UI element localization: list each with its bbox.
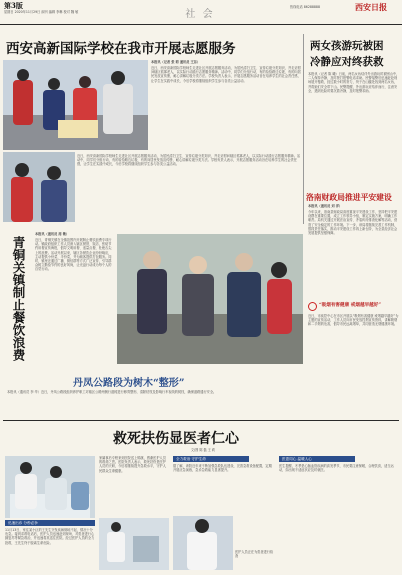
medical-photo [5,456,95,518]
right-top-body: 本报讯（记者 陈 曦）日前，两名女孩结伴外出游玩时被困山中，二人保持冷静，及时拨打报警电话求助。民警接警后迅速赶赴现场展开搜救，经过数小时的努力，终于在山腰处找到两名女孩，并将她们安全带下山。民警提醒，外出游玩应结伴而行，注意安全，遇到危险时要沉着冷静，及时报警求助。 [308,72,400,93]
feature-photo-graphic [117,234,303,364]
bottom-rule [3,420,399,421]
bottom-byline: 文/图 陈 磊 王 莉 [190,448,216,452]
lead-headline: 西安高新国际学校在我市开展志愿服务 [6,41,236,57]
feature-headline: 青铜关镇制止餐饮浪费 [11,236,26,361]
feature-byline: 本报讯（通讯员 周 敏） [35,232,70,236]
bottom-subhead-1: 迅速出诊 分秒必争 [5,520,95,526]
caption-body: 本报讯（通讯员 李 华）近日，丹凤公路段组织养护职工对辖区公路两侧行道树进行修剪整形，清除枯枝及影响行车视线的树枝，确保道路通行安全。 [7,390,217,394]
no-smoking-icon [308,302,317,311]
volunteer-photo [3,60,148,150]
bottom-body-3: 据了解，该院近年来不断加强急救队伍建设，完善急救设备配置，定期开展应急演练，急诊急救能力显著提升。 [173,464,272,473]
lead-byline: 本报讯（记者 张 莉 通讯员 王东） [151,60,201,64]
feature-photo [117,234,303,364]
page-number: 第3版 [4,1,23,10]
right-mid-byline: 本报讯（通讯员 刘 洋） [308,204,343,208]
lead-article [3,34,303,224]
hospital-photo [99,518,169,570]
bottom-headline: 救死扶伤显医者仁心 [113,431,239,447]
right-mid-body: 今年以来，洛南县财政局高度重视平安建设工作，坚持把平安建设摆在重要位置，成立工作领导小组，制定实施方案，明确工作职责。局机关通过开展法治宣传、矛盾纠纷排查化解等活动，营造了安全稳定的工作环境。下一步，该局将继续完善工作机制，狠抓责任落实，推动平安建设工作再上新台阶，为全县经济社会发展提供坚强保障。 [308,210,398,236]
caption-headline: 丹凤公路段为树木“整形” [73,378,185,389]
doctor-photo [173,516,233,570]
bottom-photo [5,456,95,518]
right-top-article [306,34,400,184]
right-low-article [306,300,400,418]
feature-body: 近日，青铜关镇在全镇范围内开展制止餐饮浪费专项行动。镇政府组织工作人员深入辖区餐馆、饭店，张贴节约用餐宣传海报，倡导文明用餐、适量点餐，杜绝舌尖上的浪费。活动开展以来，辖区各餐饮企业纷纷响应，主动提供小份菜、半份菜，并为顾客提供打包服务。同时，镇里还通过广播、微信群等方式广泛宣传，引导群众树立勤俭节约的良好风尚，让光盘行动成为每个人的自觉行动。 [35,238,112,272]
right-low-headline: “吸烟有害健康 戒烟越早越好” [319,303,382,308]
right-top-headline-1: 两女孩游玩被困 [310,40,384,52]
bottom-body-4: 医生提醒，冬季是心脑血管疾病的高发季节，市民要注意保暖，合理饮食，适当运动，如出现不适症状应及时就医。 [279,464,394,473]
center-caption-article [3,372,303,416]
students-photo [3,152,75,222]
bottom-subhead-2: 全力救治 守护生命 [173,456,249,462]
bottom-photo-3 [173,516,233,570]
section-title [140,2,260,18]
bottom-article [3,420,399,572]
section-label: 社 会 [185,9,215,20]
bottom-subhead-3: 医患同心 温暖人心 [279,456,355,462]
right-top-headline-2: 冷静应对终获救 [310,56,384,68]
column-divider [303,34,304,224]
brand-logo: 西安日报 [355,2,387,12]
lead-body-continued: 近日，西安高新国际学校师生走进社区开展志愿服务活动，为居民清扫卫生、宣传垃圾分类知识，并走访慰问辖区孤寡老人，以实际行动践行志愿服务精神。活动中，同学们分组行动，有的捡拾路边垃圾，有的向居民发放宣传册，耐心讲解垃圾分类方法。学校负责人表示，开展志愿服务活动旨在培养学生的社会责任感，让学生在实践中成长，今后学校将继续组织学生参与各类公益活动。 [77,154,301,167]
right-mid-headline: 洛南财政局推进平安建设 [306,193,392,202]
masthead-rule [0,24,402,25]
lead-body: 近日，西安高新国际学校师生走进社区开展志愿服务活动，为居民清扫卫生、宣传垃圾分类知识，并走访慰问辖区孤寡老人，以实际行动践行志愿服务精神。活动中，同学们分组行动，有的捡拾路边垃圾，有的向居民发放宣传册，耐心讲解垃圾分类方法。学校负责人表示，开展志愿服务活动旨在培养学生的社会责任感，让学生在实践中成长，今后学校将继续组织学生参与各类公益活动。 [151,66,301,83]
lead-photo-2 [3,152,75,222]
masthead [0,0,402,26]
bottom-photo-caption: 医护人员正在为患者进行检查 [235,550,274,559]
page-meta: 星期日 2020年11月29日 副刊 编辑 李琳 校对 魏 敏 [4,10,79,14]
bottom-body-1: 11月13日，家住某小区的王先生突发疾病倒地不起，情况十分危急。接到求救电话后，医护人员迅速赶到现场，对患者进行心肺复苏等紧急救治，并迅速将其送往医院。经过医护人员的全力抢救，王先生终于脱离生命危险。 [5,528,95,545]
right-mid-article [306,188,400,298]
hotline: 热线电话 86288888 [290,5,320,9]
lead-photo [3,60,148,150]
bottom-body-2: 家属事后专程来到医院送上锦旗，感谢医护人员的救命之恩。医院负责人表示，救死扶伤是医护人员的天职，今后将继续提升急救水平，守护人民群众生命健康。 [99,456,166,473]
feature-article [3,228,303,368]
right-low-body: 近日，市疾控中心在市区开展以“吸烟有害健康 戒烟越早越好”为主题的宣传活动，工作人员向市民发放控烟宣传资料，讲解吸烟和二手烟的危害，倡导市民远离烟草，共同营造无烟健康环境。 [308,314,399,327]
bottom-photo-2 [99,518,169,570]
